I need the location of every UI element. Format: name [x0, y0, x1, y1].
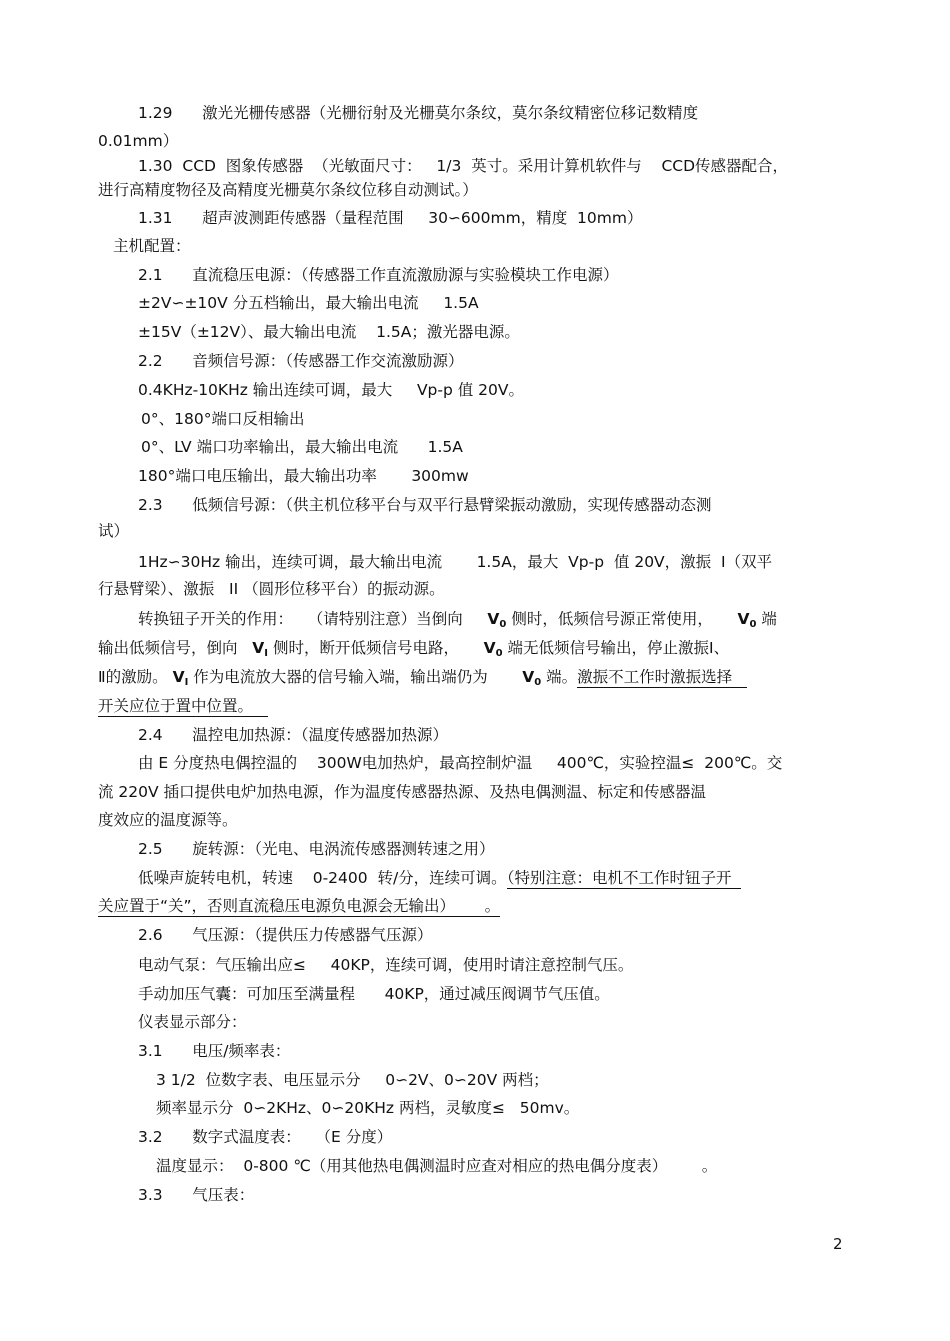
- text-line: 度效应的温度源等。: [98, 811, 238, 829]
- text-line: 2.4 温控电加热源：（温度传感器加热源）: [138, 726, 448, 744]
- text-line: 进行高精度物径及高精度光栅莫尔条纹位移自动测试。）: [98, 181, 478, 199]
- text-run: 侧时，断开低频信号电路，: [268, 639, 484, 657]
- section-heading: 仪表显示部分：: [138, 1013, 247, 1031]
- underlined-note: 关应置于“关”，否则直流稳压电源负电源会无输出） 。: [98, 897, 501, 915]
- text-line: 电动气泵：气压输出应≤ 40KP，连续可调，使用时请注意控制气压。: [138, 956, 634, 974]
- v0-symbol: $V_0$: [483, 639, 503, 659]
- v0-symbol: $V_0$: [737, 610, 757, 630]
- section-heading: 主机配置：: [113, 237, 191, 255]
- text-line: [98, 896, 500, 916]
- text-run: Ⅱ的激励。: [98, 668, 173, 686]
- text-line: 3.3 气压表：: [138, 1186, 255, 1204]
- underlined-note: 激振不工作时激振选择: [577, 668, 747, 686]
- text-line: [98, 638, 729, 664]
- text-line: 流 220V 插口提供电炉加热电源，作为温度传感器热源、及热电偶测温、标定和传感器温: [98, 783, 707, 801]
- text-line: 试）: [98, 522, 130, 540]
- text-line: [138, 609, 777, 635]
- text-line: 3.2 数字式温度表： （E 分度）: [138, 1128, 393, 1146]
- text-line: [138, 868, 741, 888]
- text-line: 0.4KHz-10KHz 输出连续可调，最大 Vp-p 值 20V。: [138, 381, 524, 399]
- text-line: 1Hz∽30Hz 输出，连续可调，最大输出电流 1.5A，最大 Vp-p 值 20V，激振 I（双平: [138, 553, 773, 571]
- v0-symbol: $V_0$: [522, 668, 542, 688]
- text-line: 频率显示分 0∽2KHz、0∽20KHz 两档，灵敏度≤ 50mv。: [156, 1099, 580, 1117]
- text-line: 180°端口电压输出，最大输出功率 300mw: [138, 467, 469, 485]
- text-line: 2.1 直流稳压电源：（传感器工作直流激励源与实验模块工作电源）: [138, 266, 619, 284]
- text-line: 3 1/2 位数字表、电压显示分 0∽2V、0∽20V 两档；: [156, 1071, 549, 1089]
- text-run: 端: [756, 610, 777, 628]
- text-run: 作为电流放大器的信号输入端，输出端仍为: [188, 668, 523, 686]
- text-line: 1.31 超声波测距传感器（量程范围 30∽600mm，精度 10mm）: [138, 209, 643, 227]
- text-line: ±2V∽±10V 分五档输出，最大输出电流 1.5A: [138, 294, 479, 312]
- text-run: 低噪声旋转电机，转速 0-2400 转/分，连续可调。: [138, 869, 507, 887]
- text-line: 温度显示： 0-800 ℃（用其他热电偶测温时应查对相应的热电偶分度表） 。: [156, 1157, 718, 1175]
- text-line: 2.6 气压源：（提供压力传感器气压源）: [138, 926, 433, 944]
- text-line: 行悬臂梁）、激振 II （圆形位移平台）的振动源。: [98, 580, 445, 598]
- text-run: 端无低频信号输出，停止激振Ⅰ、: [502, 639, 730, 657]
- text-run: 输出低频信号，倒向: [98, 639, 253, 657]
- underlined-note: （特别注意：电机不工作时钮子开: [506, 869, 742, 887]
- underlined-note: 开关应位于置中位置。: [98, 697, 268, 715]
- text-line: 2.2 音频信号源：（传感器工作交流激励源）: [138, 352, 464, 370]
- text-line: ±15V（±12V）、最大输出电流 1.5A；激光器电源。: [138, 323, 520, 341]
- text-line: 3.1 电压/频率表：: [138, 1042, 291, 1060]
- text-line: 1.30 CCD 图象传感器 （光敏面尺寸： 1/3 英寸。采用计算机软件与 CCD传感器配合，: [138, 157, 789, 175]
- text-line: 0.01mm）: [98, 132, 179, 150]
- text-line: 2.3 低频信号源：（供主机位移平台与双平行悬臂梁振动激励，实现传感器动态测: [138, 496, 712, 514]
- text-line: 2.5 旋转源：（光电、电涡流传感器测转速之用）: [138, 840, 495, 858]
- page-number: 2: [833, 1235, 843, 1253]
- text-line: 1.29 激光光栅传感器（光栅衍射及光栅莫尔条纹，莫尔条纹精密位移记数精度: [138, 104, 699, 122]
- text-run: 端。: [541, 668, 578, 686]
- text-line: 0°、LV 端口功率输出，最大输出电流 1.5A: [141, 438, 463, 456]
- vi-symbol: $V_I$: [252, 639, 269, 659]
- v0-symbol: $V_0$: [487, 610, 507, 630]
- vi-symbol: $V_I$: [172, 668, 189, 688]
- text-run: 转换钮子开关的作用： （请特别注意）当倒向: [138, 610, 488, 628]
- text-line: [98, 696, 268, 716]
- text-line: 0°、180°端口反相输出: [141, 410, 305, 428]
- text-line: [98, 667, 747, 693]
- text-run: 侧时，低频信号源正常使用，: [506, 610, 738, 628]
- text-line: 手动加压气囊：可加压至满量程 40KP，通过减压阀调节气压值。: [138, 985, 610, 1003]
- text-line: 由 E 分度热电偶控温的 300W电加热炉，最高控制炉温 400℃，实验控温≤ 200℃。交: [138, 754, 783, 772]
